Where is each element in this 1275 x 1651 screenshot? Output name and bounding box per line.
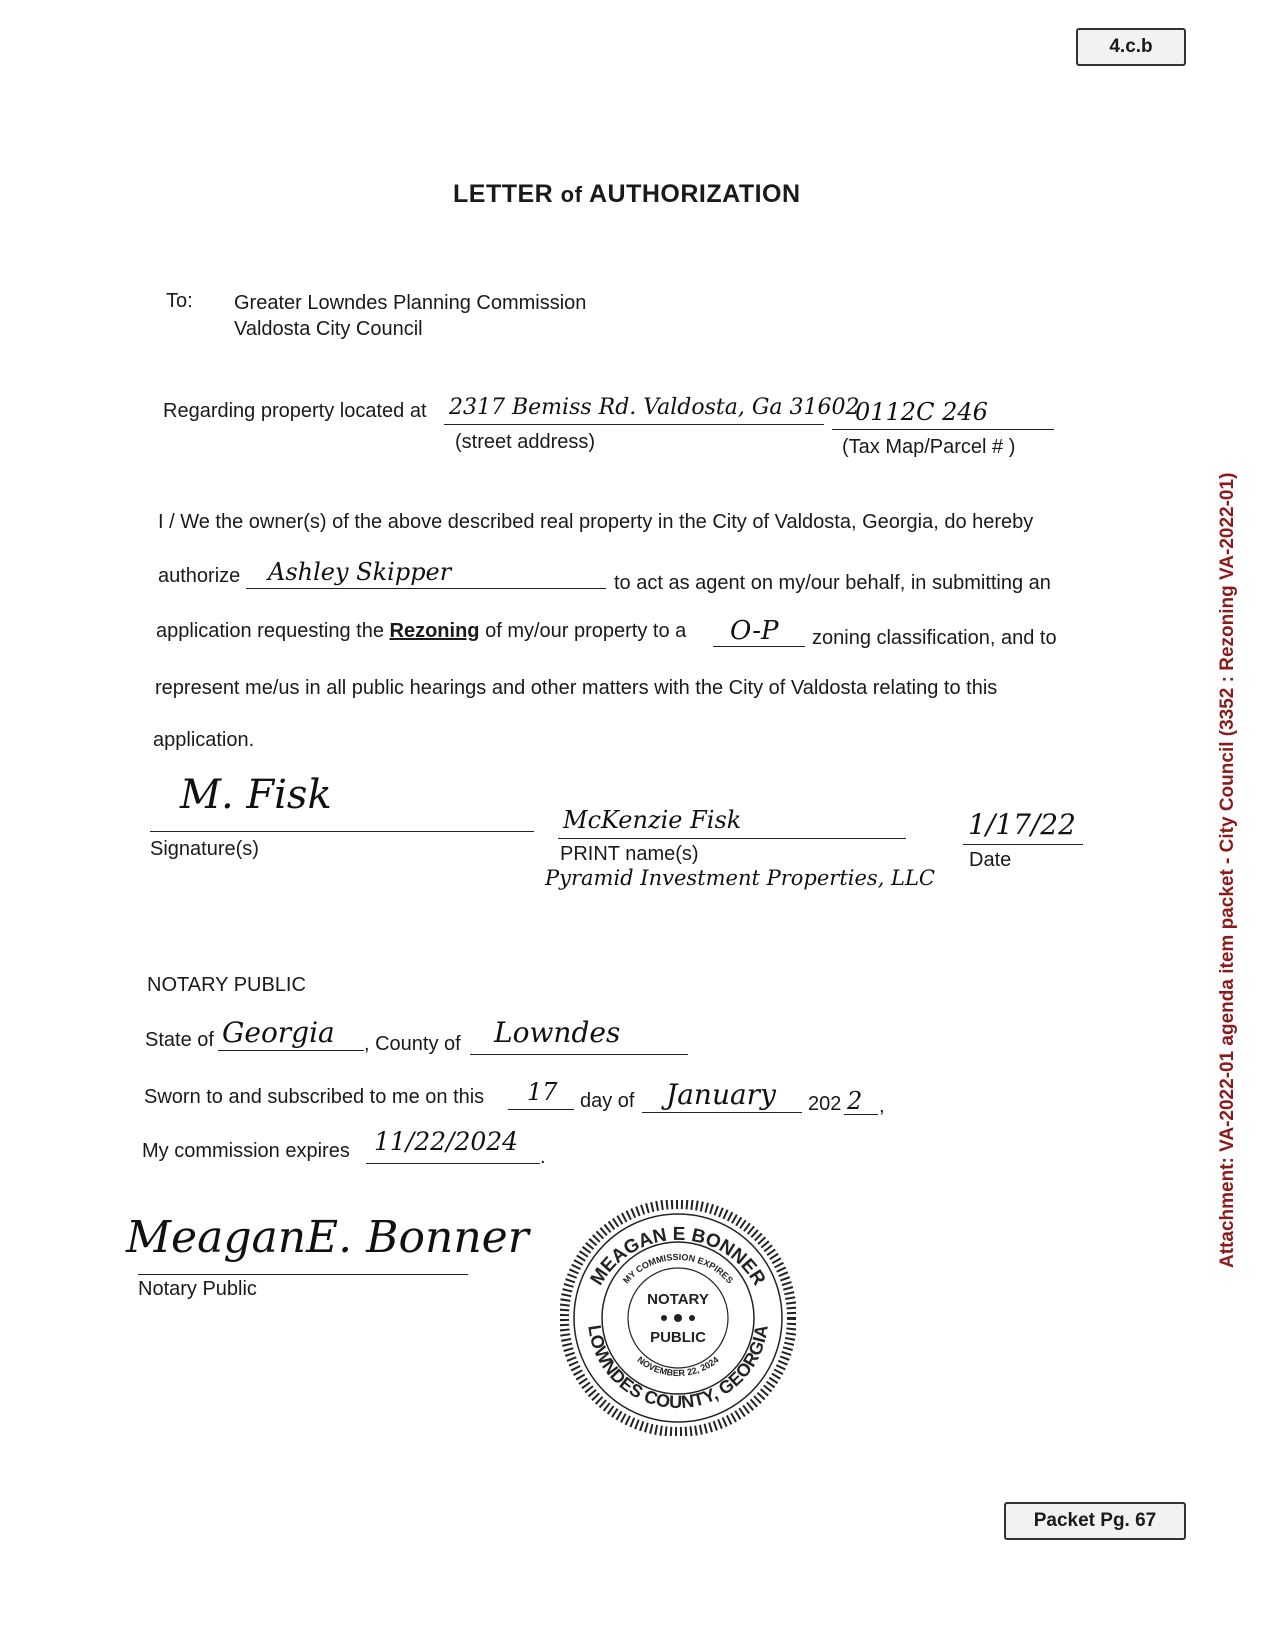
application-middle-text: of my/our property to a [485,620,687,642]
day-line [508,1109,574,1110]
recipient-line-2: Valdosta City Council [234,318,423,340]
owner-signature: M. Fisk [180,772,332,818]
month-line [642,1112,802,1113]
title-word-of: of [560,182,583,207]
agent-name-line [246,588,606,589]
recipient-line-1: Greater Lowndes Planning Commission [234,292,587,314]
attachment-sidebar-text: Attachment: VA-2022-01 agenda item packet - City Council (3352 : Rezoning VA-2022-01) [1217,472,1238,1268]
state-label: State of [145,1029,214,1051]
expires-label: My commission expires [142,1140,350,1162]
state-value: Georgia [222,1016,335,1049]
notary-seal [560,1200,796,1436]
year-prefix: 202 [808,1093,842,1115]
title-word-letter: LETTER [453,180,554,208]
application-type: Rezoning [389,620,480,642]
street-address-caption: (street address) [455,431,596,453]
to-label: To: [166,290,193,312]
seal-center-top: NOTARY [647,1291,709,1308]
seal-inner-bottom-text: NOVEMBER 22, 2024 [635,1354,721,1379]
body-line-1: I / We the owner(s) of the above described real property in the City of Valdosta, Georgia, do hereby [158,511,1034,533]
seal-dot-right [689,1315,695,1321]
sworn-label: Sworn to and subscribed to me on this [144,1086,485,1108]
seal-lower-text: LOWNDES COUNTY, GEORGIA [584,1323,772,1413]
date-line [963,844,1083,845]
property-prefix: Regarding property located at [163,400,427,422]
body-line-4: represent me/us in all public hearings and other matters with the City of Valdosta relating to this [155,677,998,699]
item-number-badge [1076,28,1186,66]
year-comma: , [879,1095,885,1117]
year-line [844,1114,878,1115]
state-line [218,1050,364,1051]
year-digit: 2 [847,1087,863,1115]
parcel-value: 0112C 246 [855,398,988,426]
county-value: Lowndes [494,1016,621,1049]
packet-page-text: Packet Pg. 67 [1033,1510,1157,1531]
seal-dot-left [661,1315,667,1321]
zoning-class-line [713,646,805,647]
application-suffix: zoning classification, and to [812,627,1057,649]
expires-value: 11/22/2024 [374,1127,519,1156]
signature-line [150,831,534,832]
month-value: January [666,1078,776,1111]
seal-dot-center [674,1314,682,1322]
street-address-value: 2317 Bemiss Rd. Valdosta, Ga 31602 [449,395,860,420]
notary-heading: NOTARY PUBLIC [147,974,306,996]
signature-label: Signature(s) [150,838,259,860]
application-prefix-text: application requesting the [156,620,384,642]
parcel-caption: (Tax Map/Parcel # ) [842,436,1016,458]
county-label: , County of [364,1033,461,1055]
company-name-value: Pyramid Investment Properties, LLC [545,866,935,890]
item-number-text: 4.c.b [1109,36,1153,57]
parcel-line [832,429,1054,430]
title-word-authorization: AUTHORIZATION [588,180,801,208]
day-value: 17 [527,1078,558,1106]
expires-line [366,1163,540,1164]
notary-signature: MeaganE. Bonner [126,1212,529,1263]
application-prefix [156,620,686,643]
notary-public-label: Notary Public [138,1278,257,1300]
expires-period: . [540,1146,546,1168]
authorize-rest: to act as agent on my/our behalf, in submitting an [614,572,1051,594]
authorize-label: authorize [158,565,241,587]
print-name-value: McKenzie Fisk [563,806,742,834]
seal-inner-top-text: MY COMMISSION EXPIRES [620,1251,736,1286]
zoning-class-value: O-P [730,616,779,646]
document-title [453,180,801,209]
street-address-line [444,424,824,425]
print-name-label: PRINT name(s) [560,843,699,865]
seal-center-bottom: PUBLIC [650,1329,706,1346]
packet-page-badge [1004,1502,1186,1540]
seal-outer-text: MEAGAN E BONNER [586,1223,770,1290]
date-value: 1/17/22 [968,808,1076,841]
date-label: Date [969,849,1012,871]
print-name-line [558,838,906,839]
day-of-label: day of [580,1090,635,1112]
notary-signature-line [138,1274,468,1275]
body-line-5: application. [153,729,255,751]
county-line [470,1054,688,1055]
agent-name-value: Ashley Skipper [268,558,452,586]
